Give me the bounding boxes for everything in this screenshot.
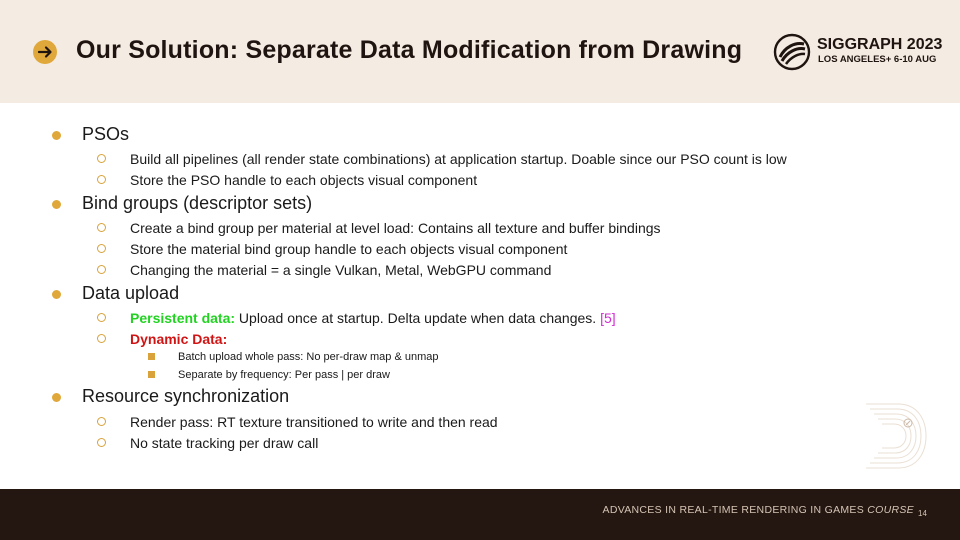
list-item: No state tracking per draw call: [130, 435, 319, 451]
list-subitem: Batch upload whole pass: No per-draw map & unmap: [178, 351, 439, 363]
sub-bullet-icon: [97, 244, 106, 253]
sub-bullet-icon: [97, 334, 106, 343]
logo-subtitle: LOS ANGELES+ 6-10 AUG: [818, 54, 937, 65]
siggraph-logo: [773, 32, 943, 72]
page-number: 14: [918, 509, 927, 518]
list-item: Create a bind group per material at level load: Contains all texture and buffer bindings: [130, 220, 661, 236]
bullet-icon: [52, 393, 61, 402]
slide-header: [0, 0, 960, 103]
list-item-dynamic: [130, 331, 227, 347]
sub-bullet-icon: [97, 417, 106, 426]
sub-bullet-icon: [97, 438, 106, 447]
list-item: Build all pipelines (all render state combinations) at application startup. Doable since our PSO count is low: [130, 151, 787, 167]
citation-link[interactable]: [5]: [600, 310, 616, 326]
section-data-upload: Data upload: [82, 283, 180, 303]
dynamic-data-label: Dynamic Data:: [130, 331, 228, 347]
persistent-data-text: Upload once at startup. Delta update when data changes.: [235, 310, 601, 326]
bullet-icon: [52, 290, 61, 299]
sub-bullet-icon: [97, 175, 106, 184]
list-item: Changing the material = a single Vulkan, Metal, WebGPU command: [130, 262, 552, 278]
bullet-icon: [52, 131, 61, 140]
sub-bullet-icon: [97, 223, 106, 232]
list-item: Store the material bind group handle to each objects visual component: [130, 241, 568, 257]
list-item: Store the PSO handle to each objects visual component: [130, 172, 478, 188]
section-bind-groups: Bind groups (descriptor sets): [82, 193, 313, 213]
sub-bullet-icon: [97, 265, 106, 274]
section-psos: PSOs: [82, 124, 130, 144]
footer-course-name: ADVANCES IN REAL-TIME RENDERING IN GAMES: [602, 504, 865, 516]
sub-bullet-icon: [97, 313, 106, 322]
persistent-data-label: Persistent data:: [130, 310, 236, 326]
section-resource-sync: Resource synchronization: [82, 386, 290, 406]
footer-text: [603, 504, 914, 516]
list-item: Render pass: RT texture transitioned to write and then read: [130, 414, 498, 430]
bullet-icon: [52, 200, 61, 209]
square-bullet-icon: [148, 353, 155, 360]
list-item-persistent: [130, 310, 616, 326]
siggraph-logo-icon: [773, 33, 811, 71]
decorative-watermark-icon: [860, 400, 930, 472]
arrow-right-icon: [33, 40, 57, 64]
logo-name: SIGGRAPH 2023: [817, 36, 943, 53]
list-subitem: Separate by frequency: Per pass | per draw: [178, 369, 390, 381]
page-title: Our Solution: Separate Data Modification from Drawing: [76, 36, 743, 64]
footer-course-label: COURSE: [867, 504, 914, 516]
slide-footer: [0, 489, 960, 540]
sub-bullet-icon: [97, 154, 106, 163]
square-bullet-icon: [148, 371, 155, 378]
